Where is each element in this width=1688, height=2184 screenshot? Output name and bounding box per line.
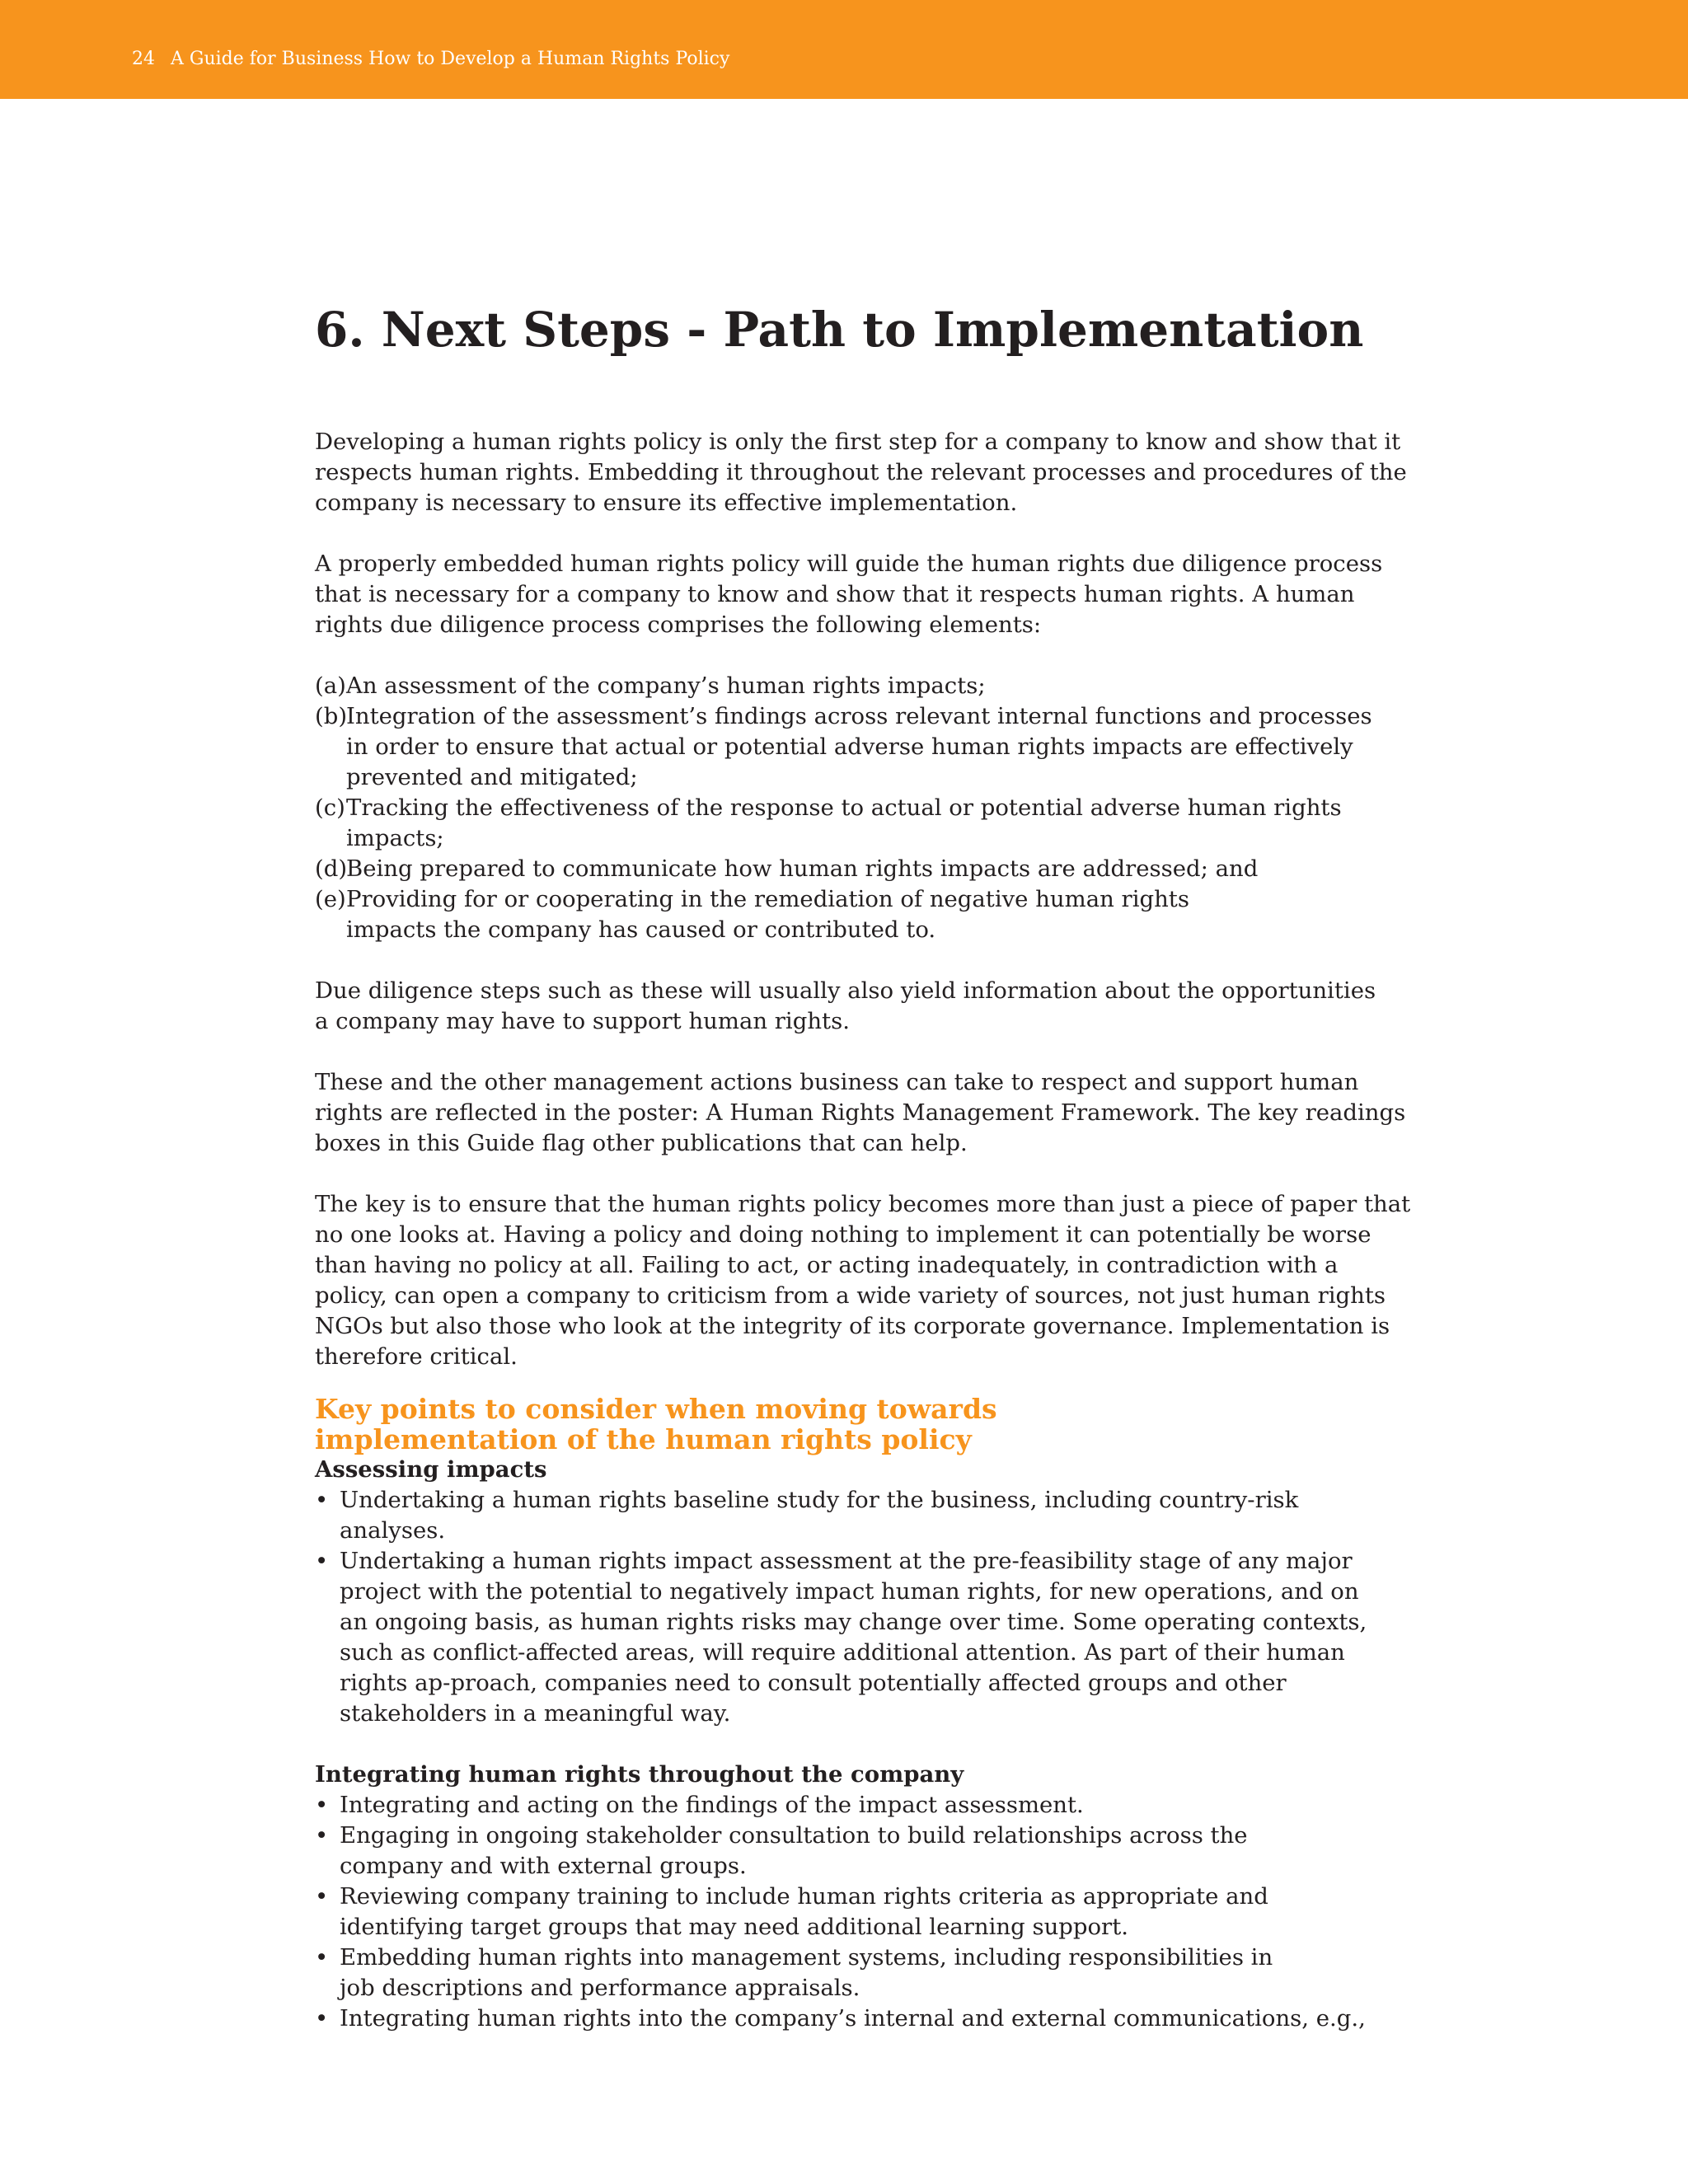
list-item-text: Reviewing company training to include human rights criteria as appropriate and identifying target groups that may need additional learning support. bbox=[340, 1883, 1268, 1940]
list-item-text: Undertaking a human rights impact assessment at the pre-feasibility stage of any major project with the potential to negatively impact human rights, for new operations, and on an ongoing basis, as human rights risks may change over time. Some operating contexts, such as conflict-affected areas, will require additional attention. As part of their human rights ap-proach, companies need to consult potentially affected groups and other stakeholders in a meaningful way. bbox=[340, 1548, 1367, 1727]
closing-paragraph: These and the other management actions business can take to respect and support human rights are reflected in the poster: A Human Rights Management Framework. The key readings boxes in this Guide flag other publications that can help. bbox=[315, 1069, 1406, 1156]
list-item-text: Integrating human rights into the company’s internal and external communications, e.g., bbox=[340, 2005, 1366, 2032]
list-item bbox=[315, 884, 1411, 945]
list-item-text: An assessment of the company’s human rights impacts; bbox=[346, 673, 986, 699]
list-item bbox=[315, 1790, 1411, 1821]
list-item bbox=[315, 1821, 1411, 1882]
closing-paragraph: The key is to ensure that the human rights policy becomes more than just a piece of paper that no one looks at. Having a policy and doing nothing to implement it can potentially be worse than having no policy at all. Failing to act, or acting inadequately, in contradiction with a policy, can open a company to criticism from a wide variety of sources, not just human rights NGOs but also those who look at the integrity of its corporate governance. Implementation is therefore critical. bbox=[315, 1191, 1411, 1370]
bullet-glyph: • bbox=[315, 1883, 329, 1910]
list-item bbox=[315, 1882, 1411, 1943]
bullet-glyph: • bbox=[315, 1548, 329, 1574]
page-content bbox=[315, 297, 1411, 2064]
list-item bbox=[315, 793, 1411, 854]
list-item-text: Tracking the effectiveness of the response to actual or potential adverse human rights impacts; bbox=[346, 794, 1342, 851]
list-item bbox=[315, 854, 1411, 884]
list-item bbox=[315, 1485, 1411, 1546]
bullet-glyph: • bbox=[315, 2005, 329, 2032]
list-marker: (e) bbox=[315, 886, 346, 912]
bullet-glyph: • bbox=[315, 1944, 329, 1971]
page-number: 24 bbox=[132, 49, 155, 69]
list-item bbox=[315, 2004, 1411, 2034]
running-title: A Guide for Business How to Develop a Human Rights Policy bbox=[171, 49, 730, 69]
bullet-glyph: • bbox=[315, 1822, 329, 1849]
list-marker: (d) bbox=[315, 855, 348, 882]
group-title: Integrating human rights throughout the company bbox=[315, 1761, 964, 1788]
list-item-text: Engaging in ongoing stakeholder consultation to build relationships across the company and with external groups. bbox=[340, 1822, 1248, 1879]
list-item bbox=[315, 671, 1411, 701]
list-item-text: Embedding human rights into management systems, including responsibilities in job descriptions and performance appraisals. bbox=[340, 1944, 1273, 2001]
section-title: 6. Next Steps - Path to Implementation bbox=[315, 302, 1364, 358]
list-item-text: Integration of the assessment’s findings across relevant internal functions and processes in order to ensure that actual or potential adverse human rights impacts are effectively prevented and mitigated; bbox=[346, 703, 1372, 790]
list-item bbox=[315, 1546, 1411, 1729]
bullet-glyph: • bbox=[315, 1792, 329, 1818]
running-head bbox=[132, 48, 729, 71]
group-title: Assessing impacts bbox=[315, 1456, 547, 1483]
list-item-text: Integrating and acting on the findings of the impact assessment. bbox=[340, 1792, 1084, 1818]
list-item bbox=[315, 701, 1411, 793]
assessing-impacts-list bbox=[315, 1485, 1411, 1729]
key-points-heading: Key points to consider when moving towards implementation of the human rights policy bbox=[315, 1393, 997, 1455]
integrating-human-rights-list bbox=[315, 1790, 1411, 2034]
list-marker: (b) bbox=[315, 703, 348, 729]
list-item-text: Undertaking a human rights baseline study for the business, including country-risk analyses. bbox=[340, 1487, 1299, 1544]
list-marker: (c) bbox=[315, 794, 345, 821]
list-item bbox=[315, 1943, 1411, 2004]
list-item-text: Being prepared to communicate how human rights impacts are addressed; and bbox=[346, 855, 1259, 882]
intro-paragraph: A properly embedded human rights policy will guide the human rights due diligence process that is necessary for a company to know and show that it respects human rights. A human rights due diligence process comprises the following elements: bbox=[315, 551, 1383, 638]
intro-paragraph: Developing a human rights policy is only the first step for a company to know and show that it respects human rights. Embedding it throughout the relevant processes and procedures of the company is necessary to ensure its effective implementation. bbox=[315, 429, 1407, 516]
list-item-text: Providing for or cooperating in the remediation of negative human rights impacts the company has caused or contributed to. bbox=[346, 886, 1189, 943]
list-marker: (a) bbox=[315, 673, 346, 699]
closing-paragraph: Due diligence steps such as these will usually also yield information about the opportunities a company may have to support human rights. bbox=[315, 977, 1376, 1034]
bullet-glyph: • bbox=[315, 1487, 329, 1513]
due-diligence-elements-list bbox=[315, 671, 1411, 945]
